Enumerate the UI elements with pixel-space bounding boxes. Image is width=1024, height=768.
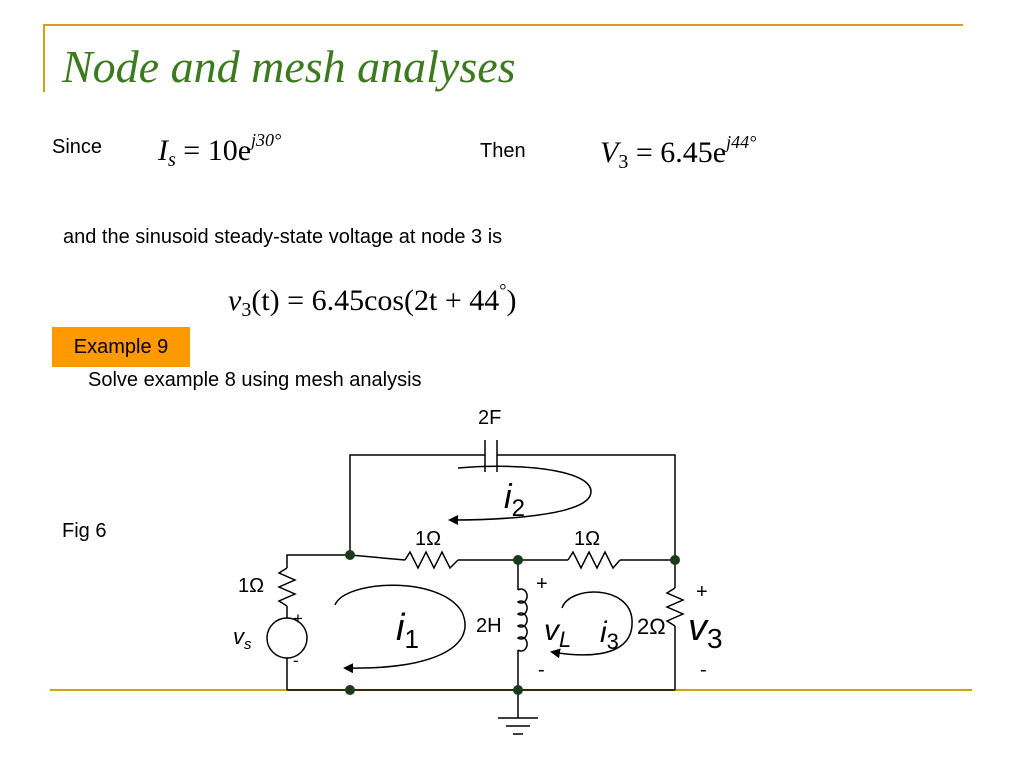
mesh-i2-label: i: [504, 478, 512, 516]
eq-v3t-deg: °: [499, 280, 507, 300]
source-label-sub: s: [244, 636, 252, 653]
mesh-i3-sub: 3: [606, 629, 619, 654]
resistor-top-left-label: 1Ω: [415, 528, 442, 550]
then-label: Then: [480, 140, 526, 162]
vl-minus: -: [538, 659, 545, 681]
example-description: Solve example 8 using mesh analysis: [88, 369, 422, 391]
mesh-i1-sub: 1: [404, 624, 419, 654]
node-bottom-left: [345, 685, 355, 695]
steady-state-text: and the sinusoid steady-state voltage at node 3 is: [63, 226, 503, 248]
inductor: [518, 589, 527, 651]
inductor-label: 2H: [476, 615, 502, 637]
eq-v3t-lhs-sub: 3: [241, 299, 252, 321]
svg-text:vL: [544, 614, 571, 652]
node-middle: [513, 555, 523, 565]
source-label: v: [233, 624, 244, 649]
resistor-top-left: [405, 552, 458, 568]
node-top-left: [345, 550, 355, 560]
eq-v3-lhs-sub: 3: [618, 151, 629, 173]
resistor-top-right-label: 1Ω: [574, 528, 601, 550]
mesh-i3-label: i: [600, 616, 607, 649]
mesh-i1-label: i: [396, 607, 405, 649]
node-bottom-middle: [513, 685, 523, 695]
resistor-left-label: 1Ω: [238, 575, 265, 597]
v3-label: v: [688, 607, 707, 649]
eq-v3t-rhs-post: ): [506, 284, 517, 317]
eq-v3-lhs: V: [600, 136, 619, 169]
eq-is-lhs: I: [158, 134, 168, 167]
svg-text:vs: [233, 624, 252, 653]
node-3: [670, 555, 680, 565]
mesh-i2-sub: 2: [511, 495, 525, 522]
eq-v3t-rhs-pre: (t) = 6.45cos(2t + 44: [251, 284, 500, 317]
resistor-right-label: 2Ω: [637, 614, 666, 639]
eq-is-exp: j30°: [251, 130, 282, 150]
svg-text:i3: [600, 616, 619, 654]
since-label: Since: [52, 136, 103, 158]
figure-label: Fig 6: [62, 520, 107, 542]
vl-sub: L: [559, 627, 572, 652]
v3-sub: 3: [707, 623, 723, 654]
resistor-left: [279, 568, 295, 606]
eq-is-lhs-sub: s: [168, 149, 176, 171]
vl-label: v: [544, 614, 559, 647]
eq-v3-exp: j44°: [726, 132, 757, 152]
svg-text:i2: [504, 478, 525, 522]
capacitor-label: 2F: [478, 407, 502, 429]
eq-v3t-lhs: v: [228, 284, 242, 317]
svg-text:v3: [688, 607, 723, 654]
eq-is-rhs: = 10e: [183, 134, 252, 167]
svg-text:i1: [396, 607, 419, 654]
resistor-right: [667, 588, 683, 626]
v3-minus: -: [700, 659, 707, 681]
source-plus: +: [293, 609, 303, 628]
resistor-top-right: [568, 552, 620, 568]
page-title: Node and mesh analyses: [62, 41, 516, 92]
example-badge: Example 9: [52, 327, 190, 367]
vl-plus: +: [536, 573, 548, 595]
source-minus: -: [293, 651, 299, 670]
eq-v3-rhs: = 6.45e: [635, 136, 727, 169]
v3-plus: +: [696, 581, 708, 603]
